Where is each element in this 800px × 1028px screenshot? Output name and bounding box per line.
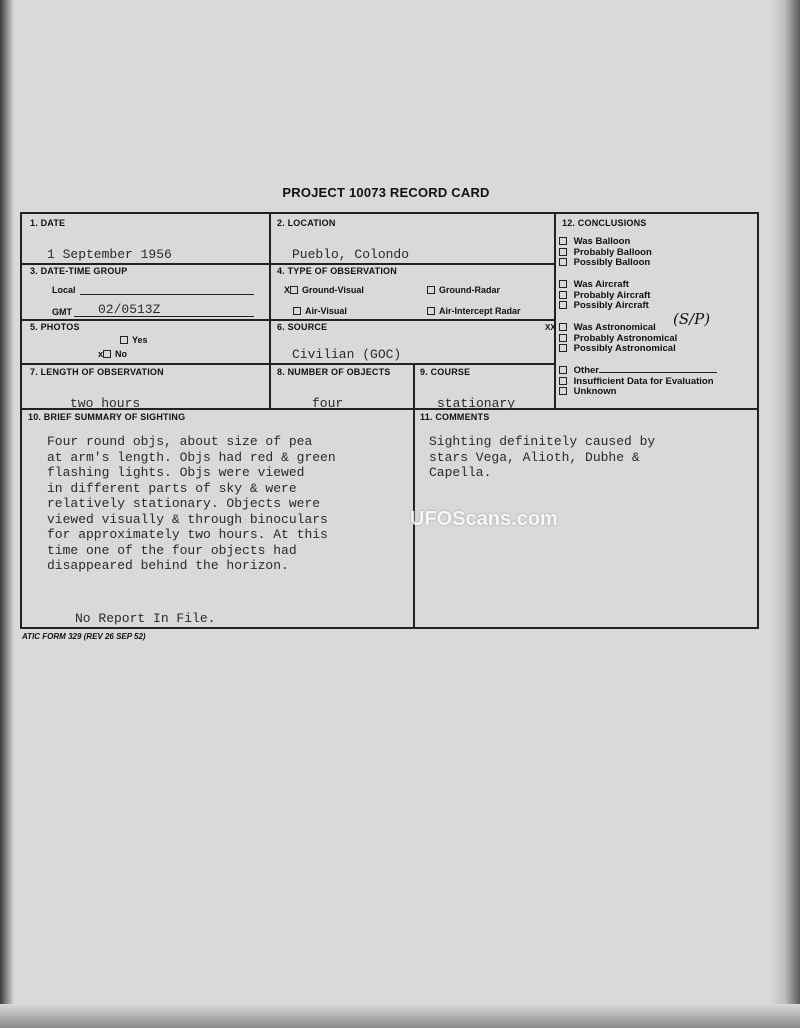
conclusion-label: Probably Astronomical <box>573 332 678 344</box>
handwritten-note: (S/P) <box>673 310 711 328</box>
option-label: Ground-Radar <box>439 285 501 295</box>
conclusion-label: Unknown <box>573 386 617 397</box>
card-title: PROJECT 10073 RECORD CARD <box>282 185 490 200</box>
checkbox-icon <box>120 336 128 344</box>
conclusion-label: Probably Balloon <box>573 246 652 258</box>
comments-label: 11. COMMENTS <box>420 412 490 422</box>
conclusion-group-balloon <box>559 237 652 269</box>
checkbox-icon <box>559 258 567 266</box>
scan-edge-left <box>0 0 14 1028</box>
option-air-visual[interactable] <box>293 306 347 316</box>
gmt-label: GMT <box>52 307 72 317</box>
conclusion-item[interactable] <box>545 322 677 334</box>
conclusion-label: Was Aircraft <box>573 279 629 290</box>
option-label: Ground-Visual <box>302 285 364 295</box>
form-number: ATIC FORM 329 (REV 26 SEP 52) <box>22 632 146 641</box>
number-label: 8. NUMBER OF OBJECTS <box>277 367 391 377</box>
location-value: Pueblo, Colondo <box>292 247 410 262</box>
divider <box>22 363 554 365</box>
watermark: UFOScans.com <box>410 508 558 530</box>
gmt-value: 02/0513Z <box>98 302 161 317</box>
summary-note: No Report In File. <box>75 611 216 626</box>
option-ground-visual[interactable] <box>284 285 364 295</box>
conclusion-label: Other <box>573 365 599 376</box>
checkbox-icon <box>103 350 111 358</box>
option-ground-radar[interactable] <box>427 285 500 295</box>
summary-text: Four round objs, about size of pea at arm's length. Objs had red & green flashing lights. Objs were viewed in different parts of sky & were relatively stationary. Objects were viewed visually & through binoculars for approximately two hours. At this time one of the four objects had disappeared behind the horizon. <box>47 434 336 573</box>
option-label: No <box>115 349 128 359</box>
checkbox-icon <box>559 366 567 374</box>
checkbox-icon <box>427 286 435 294</box>
conclusion-item[interactable] <box>559 387 717 398</box>
divider <box>22 263 554 265</box>
dtg-label: 3. DATE-TIME GROUP <box>30 266 128 276</box>
number-value: four <box>312 396 344 411</box>
checkbox-icon <box>559 344 567 352</box>
conclusion-label: Possibly Astronomical <box>573 343 676 354</box>
checkbox-icon <box>559 291 567 299</box>
conclusion-group-astronomical <box>545 322 678 355</box>
photos-label: 5. PHOTOS <box>30 322 80 332</box>
conclusion-item[interactable] <box>559 344 677 355</box>
conclusion-label: Was Balloon <box>573 236 631 247</box>
conclusion-label: Possibly Balloon <box>573 257 651 268</box>
checkbox-mark: X <box>284 285 291 295</box>
checkbox-icon <box>559 237 567 245</box>
date-label: 1. DATE <box>30 218 66 228</box>
checkbox-icon <box>559 248 567 256</box>
conclusion-item[interactable] <box>559 301 650 312</box>
checkbox-mark: x <box>98 349 104 359</box>
divider <box>554 214 556 410</box>
checkbox-icon <box>559 387 567 395</box>
checkbox-mark: XX <box>545 323 556 332</box>
divider <box>413 363 415 627</box>
local-line <box>80 294 254 295</box>
checkbox-icon <box>427 307 435 315</box>
record-card <box>20 212 759 629</box>
scan-edge-bottom <box>0 1004 800 1028</box>
conclusions-label: 12. CONCLUSIONS <box>562 218 647 228</box>
divider <box>22 319 554 321</box>
option-air-intercept-radar[interactable] <box>427 306 521 316</box>
checkbox-icon <box>293 307 301 315</box>
checkbox-icon <box>559 334 567 342</box>
scan-edge-right <box>770 0 800 1028</box>
conclusion-label: Possibly Aircraft <box>573 300 649 311</box>
conclusion-label: Insufficient Data for Evaluation <box>573 375 714 387</box>
checkbox-icon <box>559 323 567 331</box>
source-value: Civilian (GOC) <box>292 347 402 362</box>
option-label: Air-Visual <box>305 306 347 316</box>
checkbox-icon <box>290 286 298 294</box>
location-label: 2. LOCATION <box>277 218 336 228</box>
option-label: Air-Intercept Radar <box>439 306 521 316</box>
option-label: Yes <box>132 335 148 345</box>
date-value: 1 September 1956 <box>47 247 172 262</box>
option-photos-yes[interactable] <box>120 335 148 345</box>
divider <box>269 214 271 410</box>
conclusion-group-aircraft <box>559 280 650 312</box>
source-label: 6. SOURCE <box>277 322 328 332</box>
checkbox-icon <box>559 301 567 309</box>
option-photos-no[interactable] <box>98 349 127 359</box>
course-label: 9. COURSE <box>420 367 471 377</box>
conclusion-item[interactable] <box>559 258 652 269</box>
conclusion-group-other <box>559 366 717 398</box>
checkbox-icon <box>559 377 567 385</box>
observation-type-label: 4. TYPE OF OBSERVATION <box>277 266 397 276</box>
summary-label: 10. BRIEF SUMMARY OF SIGHTING <box>28 412 186 422</box>
conclusion-label: Probably Aircraft <box>573 289 651 301</box>
comments-text: Sighting definitely caused by stars Vega, Alioth, Dubhe & Capella. <box>429 434 656 480</box>
checkbox-icon <box>559 280 567 288</box>
local-label: Local <box>52 285 76 295</box>
length-value: two hours <box>70 396 141 411</box>
conclusion-label: Was Astronomical <box>573 322 656 333</box>
course-value: stationary <box>437 396 516 411</box>
length-label: 7. LENGTH OF OBSERVATION <box>30 367 164 377</box>
